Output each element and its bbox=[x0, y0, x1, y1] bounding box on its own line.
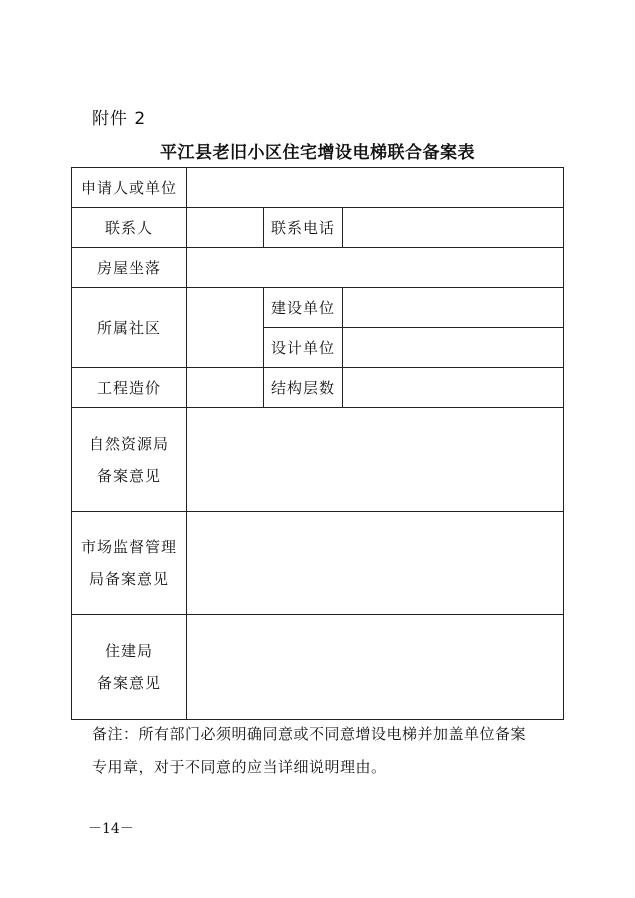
row-applicant bbox=[72, 168, 564, 208]
market-supervision-label-line1: 市场监督管理 bbox=[80, 538, 177, 556]
row-location bbox=[72, 248, 564, 288]
natural-resources-label bbox=[72, 408, 187, 512]
housing-bureau-label-line1: 住建局 bbox=[104, 642, 153, 660]
market-supervision-opinion-field[interactable] bbox=[187, 512, 564, 615]
row-construction-unit bbox=[72, 288, 564, 328]
remarks-line1: 备注：所有部门必须明确同意或不同意增设电梯并加盖单位备案 bbox=[92, 725, 527, 743]
natural-resources-label-line2: 备案意见 bbox=[96, 466, 161, 485]
phone-field[interactable] bbox=[343, 208, 564, 248]
attachment-label: 附件 2 bbox=[92, 109, 147, 129]
applicant-field[interactable] bbox=[187, 168, 564, 208]
row-natural-resources bbox=[72, 408, 564, 512]
remarks-line2: 专用章，对于不同意的应当详细说明理由。 bbox=[92, 758, 387, 776]
community-label: 所属社区 bbox=[72, 288, 187, 368]
remarks bbox=[92, 718, 552, 784]
housing-bureau-opinion-field[interactable] bbox=[187, 615, 564, 720]
filing-form-table bbox=[71, 167, 564, 720]
construction-unit-label: 建设单位 bbox=[264, 288, 343, 328]
contact-label: 联系人 bbox=[72, 208, 187, 248]
housing-bureau-label bbox=[72, 615, 187, 720]
natural-resources-opinion-field[interactable] bbox=[187, 408, 564, 512]
market-supervision-label-line2: 局备案意见 bbox=[88, 570, 169, 588]
contact-field[interactable] bbox=[187, 208, 264, 248]
row-contact bbox=[72, 208, 564, 248]
row-cost bbox=[72, 368, 564, 408]
market-supervision-label bbox=[72, 512, 187, 615]
page-number: －14－ bbox=[88, 821, 134, 837]
community-field[interactable] bbox=[187, 288, 264, 368]
construction-unit-field[interactable] bbox=[343, 288, 564, 328]
cost-label: 工程造价 bbox=[72, 368, 187, 408]
row-market-supervision bbox=[72, 512, 564, 615]
row-housing-bureau bbox=[72, 615, 564, 720]
form-title: 平江县老旧小区住宅增设电梯联合备案表 bbox=[160, 143, 475, 163]
phone-label: 联系电话 bbox=[264, 208, 343, 248]
cost-field[interactable] bbox=[187, 368, 264, 408]
location-label: 房屋坐落 bbox=[72, 248, 187, 288]
floors-label: 结构层数 bbox=[264, 368, 343, 408]
natural-resources-label-line1: 自然资源局 bbox=[88, 434, 169, 453]
design-unit-field[interactable] bbox=[343, 328, 564, 368]
housing-bureau-label-line2: 备案意见 bbox=[96, 674, 161, 692]
floors-field[interactable] bbox=[343, 368, 564, 408]
design-unit-label: 设计单位 bbox=[264, 328, 343, 368]
applicant-label: 申请人或单位 bbox=[72, 168, 187, 208]
location-field[interactable] bbox=[187, 248, 564, 288]
